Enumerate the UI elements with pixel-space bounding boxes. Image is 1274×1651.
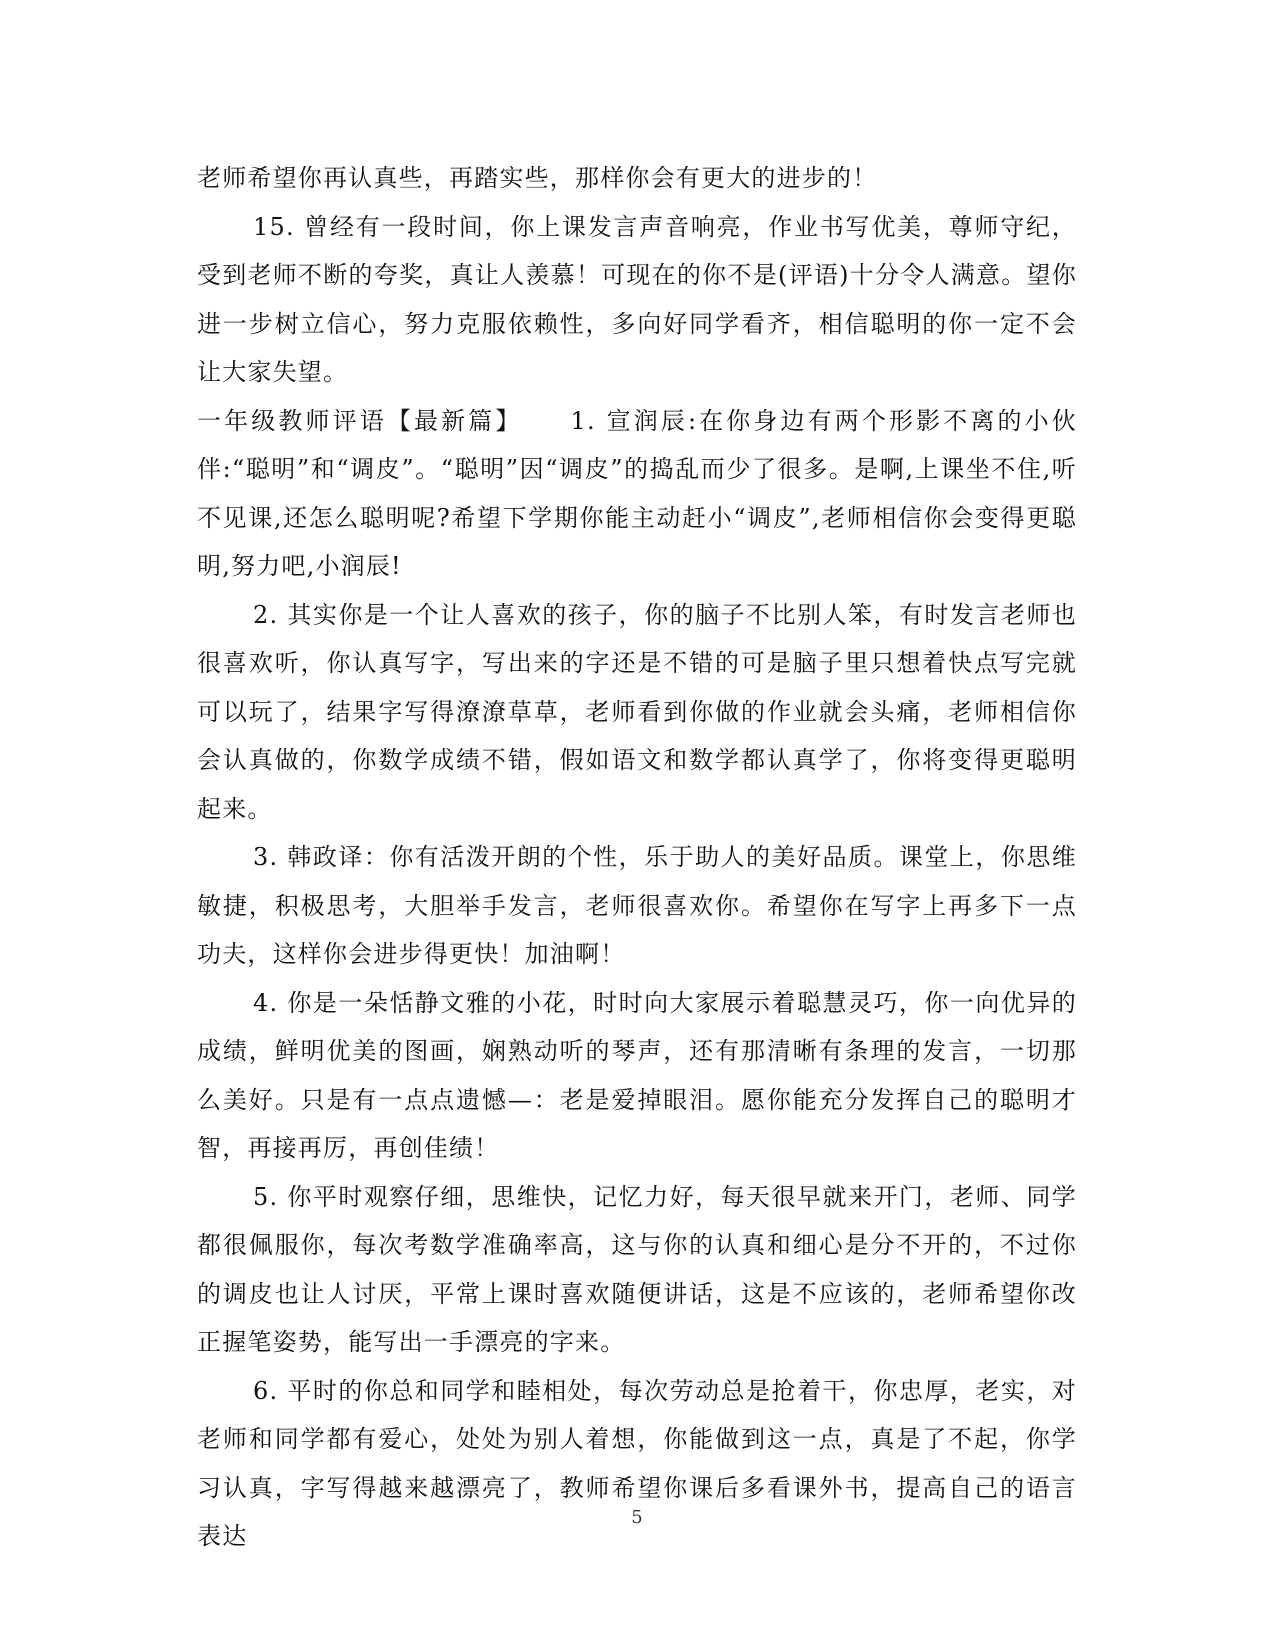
paragraph-continuation: 老师希望你再认真些，再踏实些，那样你会有更大的进步的！ [197,164,878,192]
section-heading-line [197,397,1077,591]
page-number: 5 [631,1507,643,1528]
paragraph-item-2: 2. 其实你是一个让人喜欢的孩子，你的脑子不比别人笨，有时发言老师也很喜欢听，你认真写字，写出来的字还是不错的可是脑子里只想着快点写完就可以玩了，结果字写得潦潦草草，老师看到你做的作业就会头痛，老师相信你会认真做的，你数学成绩不错，假如语文和数学都认真学了，你将变得更聪明起来。 [197,600,1077,823]
paragraph-item-4: 4. 你是一朵恬静文雅的小花，时时向大家展示着聪慧灵巧，你一向优异的成绩，鲜明优美的图画，娴熟动听的琴声，还有那清晰有条理的发言，一切那么美好。只是有一点点遗憾—：老是爱掉眼泪。愿你能充分发挥自己的聪明才智，再接再厉，再创佳绩！ [197,988,1077,1162]
paragraph-item-3: 3. 韩政译：你有活泼开朗的个性，乐于助人的美好品质。课堂上，你思维敏捷，积极思考，大胆举手发言，老师很喜欢你。希望你在写字上再多下一点功夫，这样你会进步得更快！加油啊！ [197,843,1077,968]
section-heading: 一年级教师评语【最新篇】 [197,406,523,435]
paragraph-item-6: 6. 平时的你总和同学和睦相处，每次劳动总是抢着干，你忠厚，老实，对老师和同学都有爱心，处处为别人着想，你能做到这一点，真是了不起，你学习认真，字写得越来越漂亮了，教师希望你课后多看课外书，提高自己的语言表达 [197,1376,1077,1550]
document-body [197,154,1077,1561]
paragraph-item-15: 15. 曾经有一段时间，你上课发言声音响亮，作业书写优美，尊师守纪，受到老师不断的夸奖，真让人羡慕！可现在的你不是(评语)十分令人满意。望你进一步树立信心，努力克服依赖性，多向好同学看齐，相信聪明的你一定不会让大家失望。 [197,212,1077,386]
paragraph-item-1: 1. 宣润辰:在你身边有两个形影不离的小伙伴:“聪明”和“调皮”。“聪明”因“调皮”的捣乱而少了很多。是啊,上课坐不住,听不见课,还怎么聪明呢?希望下学期你能主动赶小“调皮”,老师相信你会变得更聪明,努力吧,小润辰! [197,406,1077,580]
paragraph-item-5: 5. 你平时观察仔细，思维快，记忆力好，每天很早就来开门，老师、同学都很佩服你，每次考数学准确率高，这与你的认真和细心是分不开的，不过你的调皮也让人讨厌，平常上课时喜欢随便讲话，这是不应该的，老师希望你改正握笔姿势，能写出一手漂亮的字来。 [197,1182,1077,1356]
